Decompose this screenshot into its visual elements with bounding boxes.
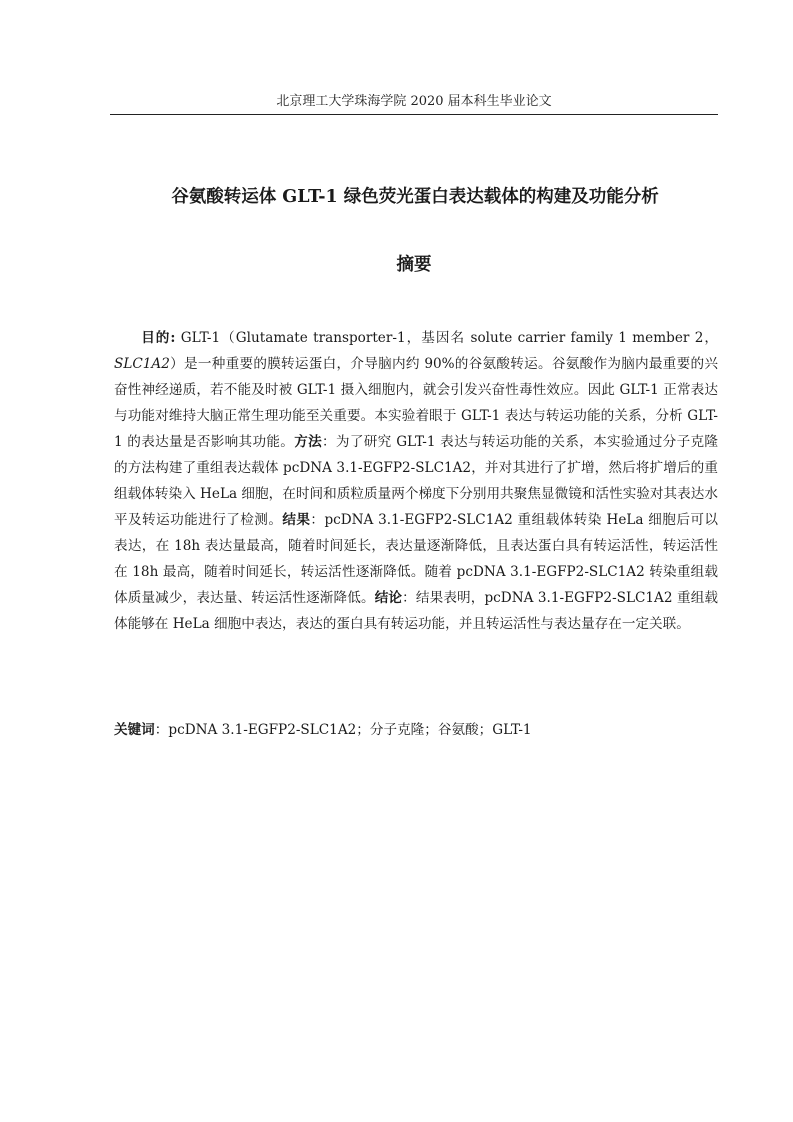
abstract-heading: 摘要 — [396, 255, 432, 275]
objective-label: 目的: — [141, 330, 176, 346]
keywords-label: 关键词 — [114, 722, 155, 738]
gene-symbol: SLC1A2 — [114, 356, 170, 372]
keywords-text: ：pcDNA 3.1-EGFP2-SLC1A2；分子克隆；谷氨酸；GLT-1 — [154, 722, 532, 738]
results-text: ：pcDNA 3.1-EGFP2-SLC1A2 重组载体转染 HeLa 细胞后可以表达，在 18h 表达量最高，随着时间延长，表达量逐渐降低，且表达蛋白具有转运活性，转运活性在 18h 最高，随着时间延长，转运活性逐渐降低。随着 pcDNA 3.1-EGFP2-SLC1A2 转染重组载体质量减少，表达量、转运活性逐渐降低。 — [114, 512, 718, 606]
thesis-title: 谷氨酸转运体 GLT-1 绿色荧光蛋白表达载体的构建及功能分析 — [171, 187, 659, 207]
conclusion-label: 结论 — [374, 590, 403, 606]
abstract-body — [114, 325, 718, 637]
objective-text-2: ）是一种重要的膜转运蛋白，介导脑内约 90%的谷氨酸转运。谷氨酸作为脑内最重要的兴奋性神经递质，若不能及时被 GLT-1 摄入细胞内，就会引发兴奋性毒性效应。因此 GLT-1 正常表达与功能对维持大脑正常生理功能至关重要。本实验着眼于 GLT-1 表达与转运功能的关系，分析 GLT-1 的表达量是否影响其功能。 — [114, 356, 718, 450]
results-label: 结果 — [282, 512, 311, 528]
objective-text-1: GLT-1（Glutamate transporter-1，基因名 solute carrier family 1 member 2， — [175, 330, 718, 346]
methods-text: ：为了研究 GLT-1 表达与转运功能的关系，本实验通过分子克隆的方法构建了重组表达载体 pcDNA 3.1-EGFP2-SLC1A2，并对其进行了扩增，然后将扩增后的重组载体转染入 HeLa 细胞，在时间和质粒质量两个梯度下分别用共聚焦显微镜和活性实验对其表达水平及转运功能进行了检测。 — [114, 434, 718, 528]
keywords-line — [114, 717, 718, 743]
header-rule — [110, 114, 718, 115]
methods-label: 方法 — [294, 434, 323, 450]
running-header: 北京理工大学珠海学院 2020 届本科生毕业论文 — [276, 94, 552, 109]
conclusion-text: ：结果表明，pcDNA 3.1-EGFP2-SLC1A2 重组载体能够在 HeLa 细胞中表达，表达的蛋白具有转运功能，并且转运活性与表达量存在一定关联。 — [114, 590, 719, 632]
